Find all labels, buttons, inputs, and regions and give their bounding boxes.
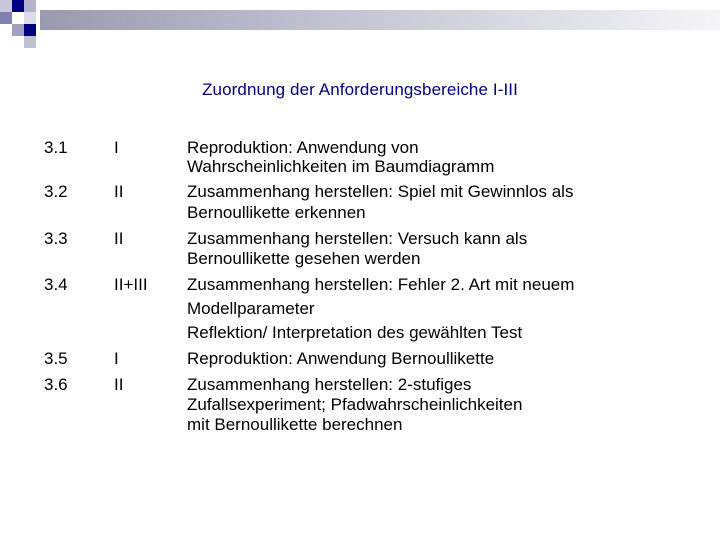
- task-description-line: Zusammenhang herstellen: Spiel mit Gewinnlos als: [187, 182, 574, 201]
- task-number: 3.4: [44, 275, 68, 294]
- task-description-line: Bernoullikette gesehen werden: [187, 249, 421, 268]
- deco-square: [0, 0, 12, 12]
- task-description-line: mit Bernoullikette berechnen: [187, 415, 403, 434]
- task-number: 3.5: [44, 349, 68, 368]
- task-description-line: Bernoullikette erkennen: [187, 203, 366, 222]
- task-number: 3.6: [44, 375, 68, 394]
- task-description-line: Zusammenhang herstellen: Fehler 2. Art mit neuem: [187, 275, 575, 294]
- task-description-line: Wahrscheinlichkeiten im Baumdiagramm: [187, 157, 495, 176]
- task-description-line: Zusammenhang herstellen: Versuch kann als: [187, 229, 528, 248]
- task-description-line: Zusammenhang herstellen: 2-stufiges: [187, 375, 472, 394]
- task-description-line: Modellparameter: [187, 299, 315, 318]
- deco-square: [12, 12, 24, 24]
- header-gradient-bar: [40, 10, 720, 30]
- deco-square: [24, 24, 36, 36]
- slide-title: Zuordnung der Anforderungsbereiche I-III: [202, 80, 518, 99]
- requirement-level: I: [114, 349, 119, 368]
- requirement-level: II+III: [114, 275, 148, 294]
- deco-square: [12, 24, 24, 36]
- deco-square: [24, 36, 36, 48]
- task-number: 3.3: [44, 229, 68, 248]
- task-description-line: Reproduktion: Anwendung von: [187, 138, 419, 157]
- task-number: 3.2: [44, 182, 68, 201]
- task-description-line: Reflektion/ Interpretation des gewählten Test: [187, 323, 523, 342]
- task-description-line: Reproduktion: Anwendung Bernoullikette: [187, 349, 495, 368]
- requirement-level: I: [114, 138, 119, 157]
- deco-square: [0, 12, 12, 24]
- deco-square: [24, 12, 36, 24]
- header-decoration: [0, 0, 720, 60]
- deco-square: [24, 0, 36, 12]
- task-description-line: Zufallsexperiment; Pfadwahrscheinlichkeiten: [187, 395, 523, 414]
- requirement-level: II: [114, 375, 124, 394]
- task-number: 3.1: [44, 138, 68, 157]
- requirement-level: II: [114, 229, 124, 248]
- deco-square: [12, 0, 24, 12]
- requirement-level: II: [114, 182, 124, 201]
